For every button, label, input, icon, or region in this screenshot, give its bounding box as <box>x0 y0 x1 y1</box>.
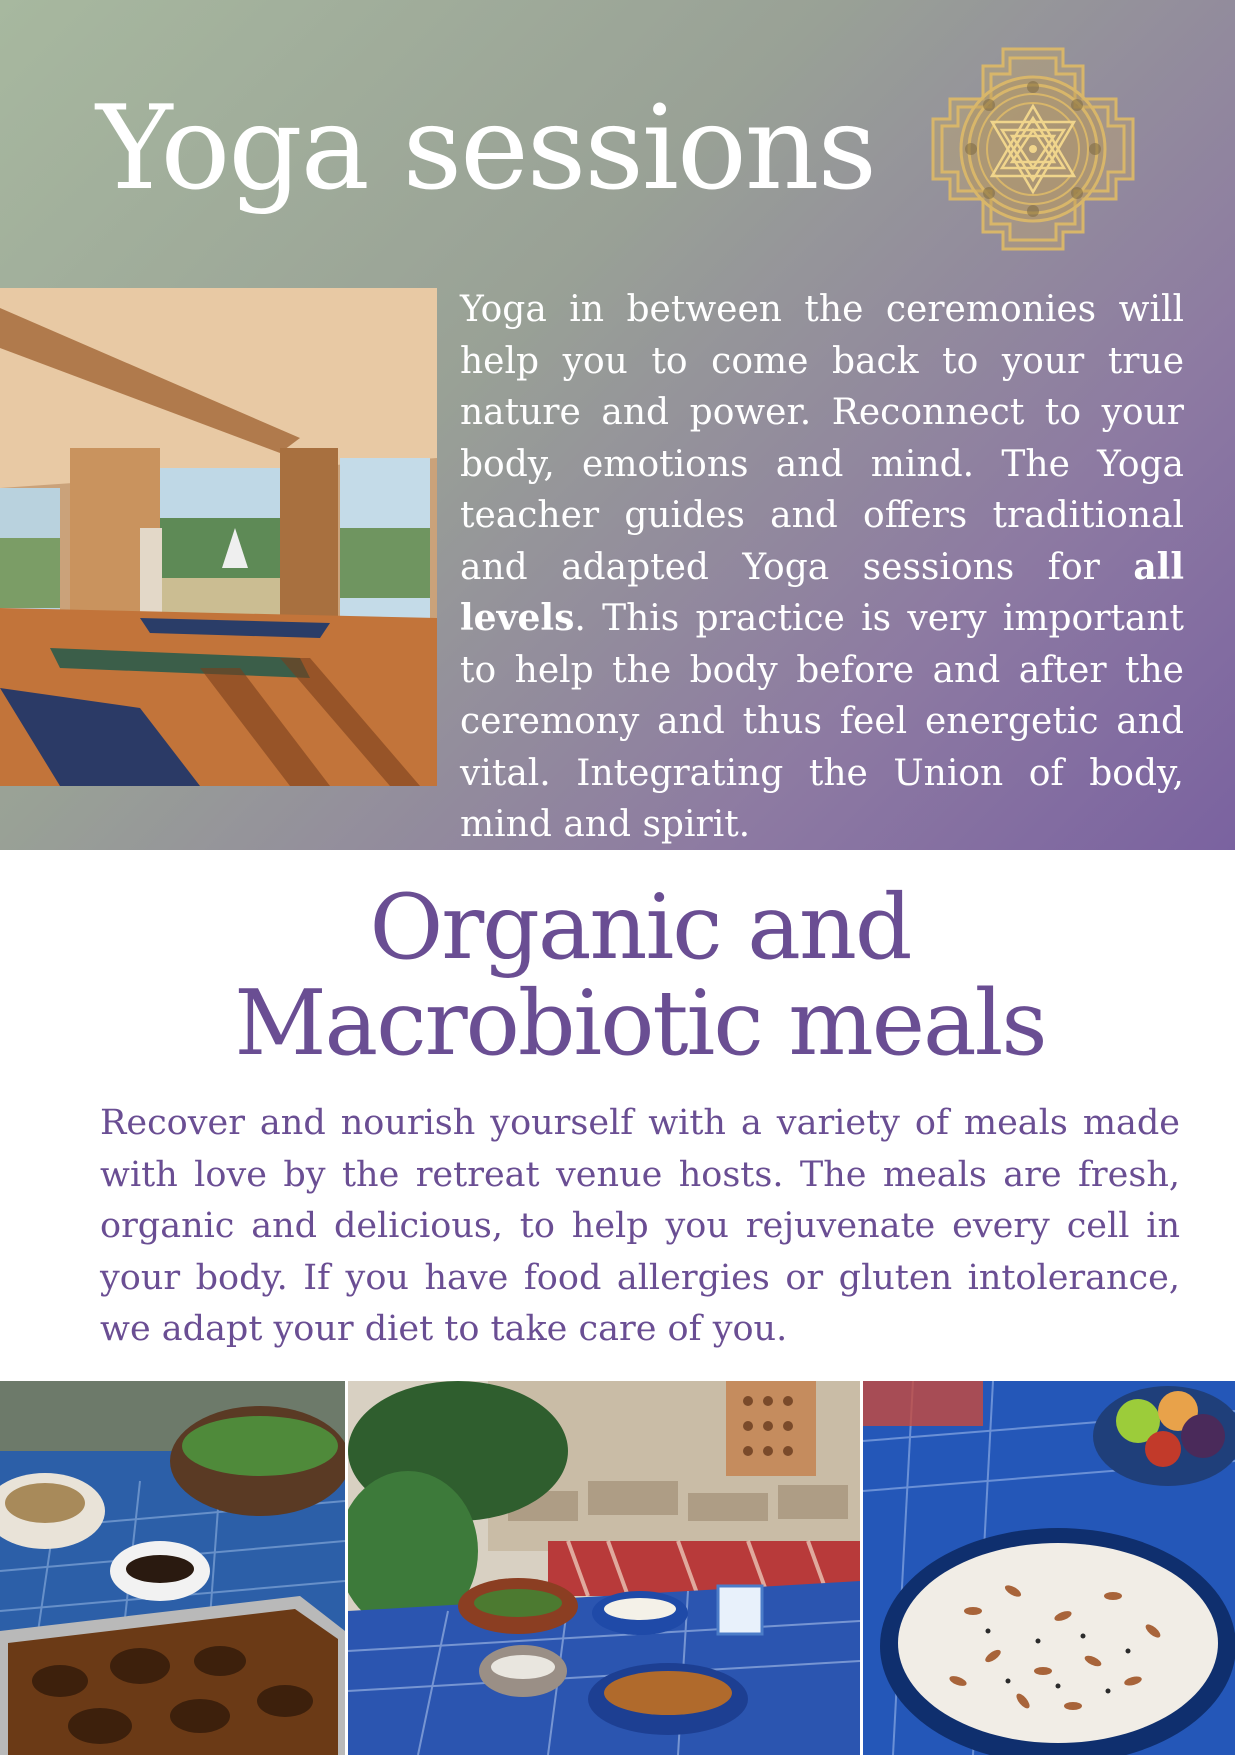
meals-description: Recover and nourish yourself with a variety of meals made with love by the retreat venue hosts. The meals are fresh, organic and delicious, to help you rejuvenate every cell in your body. If you have food allergies or gluten intolerance, we adapt your diet to take care of you. <box>100 1103 1180 1349</box>
yoga-description <box>460 284 1184 851</box>
food-photo-table <box>348 1381 860 1755</box>
yoga-description-bold: all levels <box>460 545 1184 639</box>
yoga-title: Yoga sessions <box>96 81 876 216</box>
yoga-description-part2: . This practice is very important to help the body before and after the ceremony and thus feel energetic and vital. Integrating the Union of body, mind and spirit. <box>460 598 1184 845</box>
meals-title-line1: Organic and <box>369 875 911 980</box>
yoga-description-part1: Yoga in between the ceremonies will help you to come back to your true nature and power. Reconnect to your body, emotions and mind. The Yoga teacher guides and offers traditional and adapted Yoga sessions for <box>460 289 1184 588</box>
meals-title <box>120 875 1160 1076</box>
food-photo-bowl <box>863 1381 1235 1755</box>
meals-title-line2: Macrobiotic meals <box>234 971 1046 1076</box>
sri-yantra-icon <box>928 44 1138 254</box>
food-photo-roasted <box>0 1381 345 1755</box>
yoga-studio-photo <box>0 288 437 786</box>
